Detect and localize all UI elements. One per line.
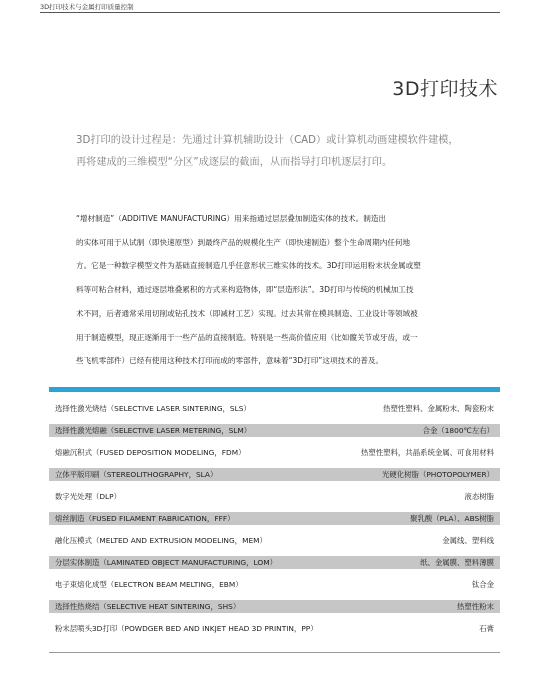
material-cell: 热塑性塑料、金属粉末、陶瓷粉末 (383, 404, 494, 413)
material-cell: 热塑性塑料，共晶系统金属、可食用材料 (360, 448, 494, 457)
technology-name: 分层实体制造（LAMINATED OBJECT MANUFACTURING，LOM） (55, 558, 277, 567)
technology-name: 粉末层喷头3D打印（POWDGER BED AND INKJET HEAD 3D PRINTIN，PP） (55, 624, 318, 633)
running-header: 3D打印技术与金属打印质量控制 (40, 3, 134, 11)
table-row (49, 468, 500, 481)
intro-line: 再将建成的三维模型“分区”成逐层的截面，从而指导打印机逐层打印。 (76, 157, 393, 168)
material-cell: 金属线、塑料线 (442, 536, 494, 545)
material-cell: 合金（1800℃左右） (422, 426, 494, 435)
table-row (49, 424, 500, 437)
intro-paragraph (76, 130, 506, 174)
material-cell: 热塑性粉末 (457, 602, 494, 611)
body-line: 用于制造模型，现正逐渐用于一些产品的直接制造。特别是一些高价值应用（比如髋关节或牙齿，或一 (76, 332, 418, 342)
table-row (49, 556, 500, 569)
material-cell: 聚乳酸（PLA）、ABS树脂 (410, 514, 494, 523)
table-top-rule (49, 387, 500, 392)
body-line: 方。它是一种数字模型文件为基础直接制造几乎任意形状三维实体的技术。3D打印运用粉末状金属或塑 (76, 261, 421, 271)
technology-name: 选择性激光烧结（SELECTIVE LASER SINTERING，SLS） (55, 404, 251, 413)
technology-name: 选择性激光熔融（SELECTIVE LASER METERING，SLM） (55, 426, 252, 435)
table-row (49, 600, 500, 613)
table-bottom-rule (49, 652, 500, 653)
technology-name: 电子束熔化成型（ELECTRON BEAM MELTING，EBM） (55, 580, 243, 589)
material-cell: 光硬化树脂（PHOTOPOLYMER） (381, 470, 494, 479)
technology-name: 融化压模式（MELTED AND EXTRUSION MODELING，MEM） (55, 536, 267, 545)
technology-name: 立体平版印刷（STEREOLITHOGRAPHY，SLA） (55, 470, 218, 479)
body-paragraph (76, 207, 502, 373)
table-row (49, 618, 500, 640)
material-cell: 石膏 (479, 624, 494, 633)
body-line: 些飞机零部件）已经有使用这种技术打印而成的零部件，意味着“3D打印”这项技术的普及。 (76, 356, 384, 366)
table-row (49, 398, 500, 420)
material-cell: 液态树脂 (464, 492, 494, 501)
technology-name: 熔丝制造（FUSED FILAMENT FABRICATION，FFF） (55, 514, 235, 523)
table-row (49, 512, 500, 525)
technology-material-table (49, 398, 500, 640)
body-line: 的实体可用于从试制（即快速原型）到最终产品的规模化生产（即快速制造）整个生命周期内任何地 (76, 237, 411, 247)
header-divider (40, 12, 500, 13)
technology-name: 选择性热烧结（SELECTIVE HEAT SINTERING，SHS） (55, 602, 241, 611)
table-row (49, 486, 500, 508)
technology-name: 熔融沉积式（FUSED DEPOSITION MODELING，FDM） (55, 448, 246, 457)
body-line: 术不同，后者通常采用切削或钻孔技术（即减材工艺）实现。过去其常在模具制造、工业设计等领域被 (76, 308, 418, 318)
material-cell: 钛合金 (471, 580, 494, 589)
body-line: “增材制造”（ADDITIVE MANUFACTURING）用来指通过层层叠加制造实体的技术。制造出 (76, 214, 387, 223)
table-row (49, 442, 500, 464)
body-line: 料等可粘合材料，通过逐层堆叠累积的方式来构造物体，即“层造形法”。3D打印与传统的机械加工技 (76, 285, 414, 295)
material-cell: 纸、金属膜、塑料薄膜 (420, 558, 494, 567)
table-row (49, 530, 500, 552)
technology-name: 数字光处理（DLP） (55, 492, 122, 501)
table-row (49, 574, 500, 596)
intro-line: 3D打印的设计过程是：先通过计算机辅助设计（CAD）或计算机动画建模软件建模， (76, 135, 459, 146)
page-title: 3D打印技术 (392, 78, 498, 100)
